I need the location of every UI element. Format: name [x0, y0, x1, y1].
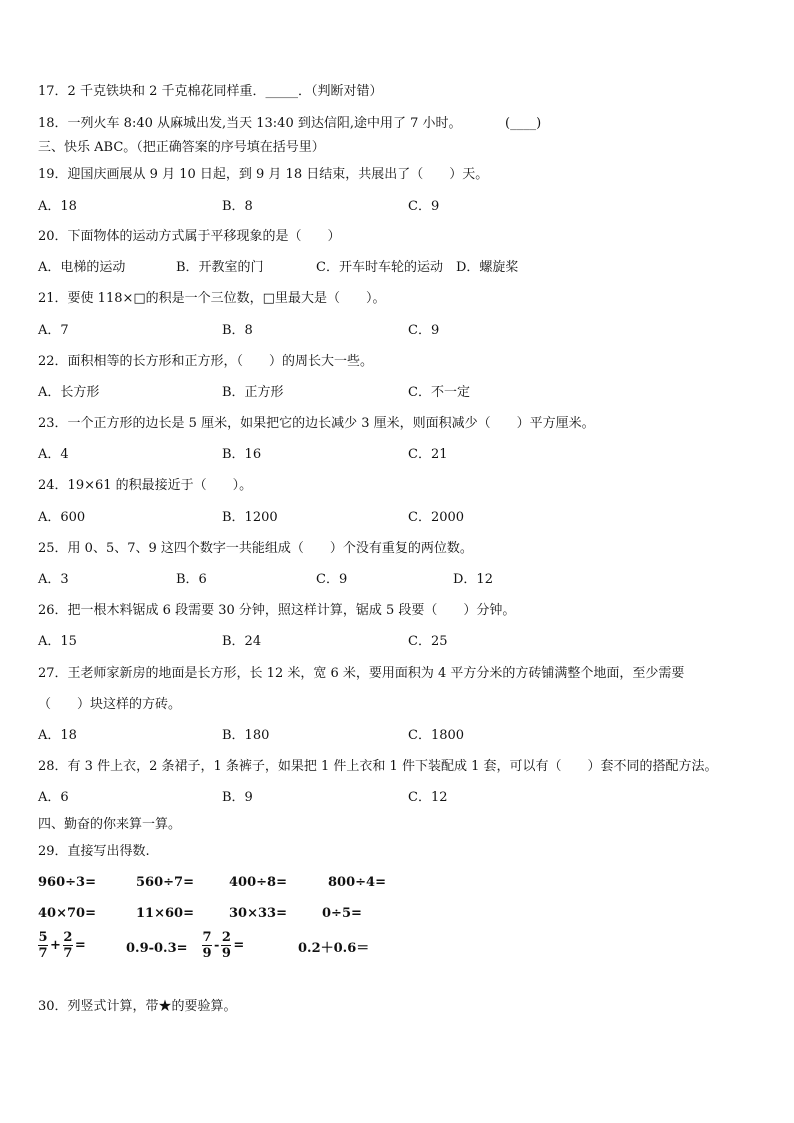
question-23: 23．一个正方形的边长是 5 厘米，如果把它的边长减少 3 厘米，则面积减少（ ）平方厘米。 — [38, 416, 595, 431]
question-22: 22．面积相等的长方形和正方形，（ ）的周长大一些。 — [38, 354, 374, 369]
calc-0-div-5: 0÷5= — [322, 906, 362, 921]
calc-560-div-7: 560÷7= — [136, 875, 194, 890]
option-28-c: C．12 — [408, 790, 448, 805]
fraction-7-9 — [202, 930, 212, 961]
calc-fraction-difference — [202, 930, 246, 961]
option-28-b: B．9 — [222, 790, 253, 805]
calc-400-div-8: 400÷8= — [229, 875, 287, 890]
denominator: 7 — [38, 946, 48, 961]
option-27-b: B．180 — [222, 728, 270, 743]
option-25-d: D．12 — [453, 572, 493, 587]
question-30: 30．列竖式计算，带★的要验算。 — [38, 999, 237, 1014]
option-19-b: B．8 — [222, 199, 253, 214]
option-24-a: A．600 — [38, 510, 86, 525]
option-20-d: D．螺旋桨 — [456, 260, 519, 275]
option-19-c: C．9 — [408, 199, 440, 214]
fraction-5-7 — [38, 930, 48, 961]
option-22-a: A．长方形 — [38, 385, 100, 400]
question-24: 24．19×61 的积最接近于（ ）。 — [38, 478, 253, 493]
option-25-c: C．9 — [316, 572, 348, 587]
question-27-continued: （ ）块这样的方砖。 — [38, 697, 182, 712]
section-4-heading: 四、勤奋的你来算一算。 — [38, 817, 182, 832]
question-28: 28．有 3 件上衣，2 条裙子，1 条裤子，如果把 1 件上衣和 1 件下装配成 1 套，可以有（ ）套不同的搭配方法。 — [38, 759, 718, 774]
option-20-c: C．开车时车轮的运动 — [316, 260, 443, 275]
question-25: 25．用 0、5、7、9 这四个数字一共能组成（ ）个没有重复的两位数。 — [38, 541, 473, 556]
question-17: 17．2 千克铁块和 2 千克棉花同样重．_____．（判断对错） — [38, 84, 383, 99]
equals-sign: = — [74, 938, 86, 953]
calc-800-div-4: 800÷4= — [328, 875, 386, 890]
option-22-c: C．不一定 — [408, 385, 470, 400]
denominator: 9 — [202, 946, 212, 961]
question-27: 27．王老师家新房的地面是长方形，长 12 米，宽 6 米，要用面积为 4 平方分米的方砖铺满整个地面，至少需要 — [38, 666, 685, 681]
numerator: 7 — [202, 930, 212, 945]
denominator: 9 — [221, 946, 231, 961]
option-21-b: B．8 — [222, 323, 253, 338]
option-25-b: B．6 — [176, 572, 207, 587]
option-27-c: C．1800 — [408, 728, 465, 743]
calc-0.9-minus-0.3: 0.9-0.3= — [126, 941, 188, 956]
question-19: 19．迎国庆画展从 9 月 10 日起，到 9 月 18 日结束，共展出了（ ）天。 — [38, 167, 489, 182]
question-29: 29．直接写出得数. — [38, 844, 150, 859]
option-19-a: A．18 — [38, 199, 77, 214]
option-20-b: B．开教室的门 — [176, 260, 264, 275]
option-26-a: A．15 — [38, 634, 77, 649]
option-23-a: A．4 — [38, 447, 69, 462]
section-3-heading: 三、快乐 ABC。（把正确答案的序号填在括号里） — [38, 140, 325, 155]
numerator: 2 — [63, 930, 73, 945]
option-25-a: A．3 — [38, 572, 69, 587]
question-26: 26．把一根木料锯成 6 段需要 30 分钟，照这样计算，锯成 5 段要（ ）分钟。 — [38, 603, 516, 618]
option-23-b: B．16 — [222, 447, 262, 462]
option-21-c: C．9 — [408, 323, 440, 338]
option-22-b: B．正方形 — [222, 385, 284, 400]
fraction-2-7 — [63, 930, 73, 961]
calc-0.2-plus-0.6: 0.2＋0.6＝ — [298, 941, 370, 956]
question-18: 18．一列火车 8:40 从麻城出发,当天 13:40 到达信阳,途中用了 7 小时。 — [38, 116, 462, 131]
plus-sign: + — [50, 938, 61, 953]
denominator: 7 — [63, 946, 73, 961]
minus-sign: - — [214, 938, 220, 953]
option-26-c: C．25 — [408, 634, 448, 649]
fraction-2-9 — [221, 930, 231, 961]
calc-11-times-60: 11×60= — [136, 906, 194, 921]
option-24-b: B．1200 — [222, 510, 278, 525]
answer-blank-18: (____) — [505, 116, 542, 131]
question-21: 21．要使 118×□的积是一个三位数，□里最大是（ ）。 — [38, 291, 386, 306]
calc-40-times-70: 40×70= — [38, 906, 96, 921]
option-27-a: A．18 — [38, 728, 77, 743]
option-21-a: A．7 — [38, 323, 69, 338]
numerator: 5 — [38, 930, 48, 945]
option-23-c: C．21 — [408, 447, 448, 462]
option-28-a: A．6 — [38, 790, 69, 805]
option-26-b: B．24 — [222, 634, 262, 649]
option-20-a: A．电梯的运动 — [38, 260, 126, 275]
option-24-c: C．2000 — [408, 510, 465, 525]
question-20: 20．下面物体的运动方式属于平移现象的是（ ） — [38, 229, 341, 244]
equals-sign: = — [233, 938, 245, 953]
numerator: 2 — [221, 930, 231, 945]
calc-30-times-33: 30×33= — [229, 906, 287, 921]
calc-fraction-sum — [38, 930, 88, 961]
calc-960-div-3: 960÷3= — [38, 875, 96, 890]
